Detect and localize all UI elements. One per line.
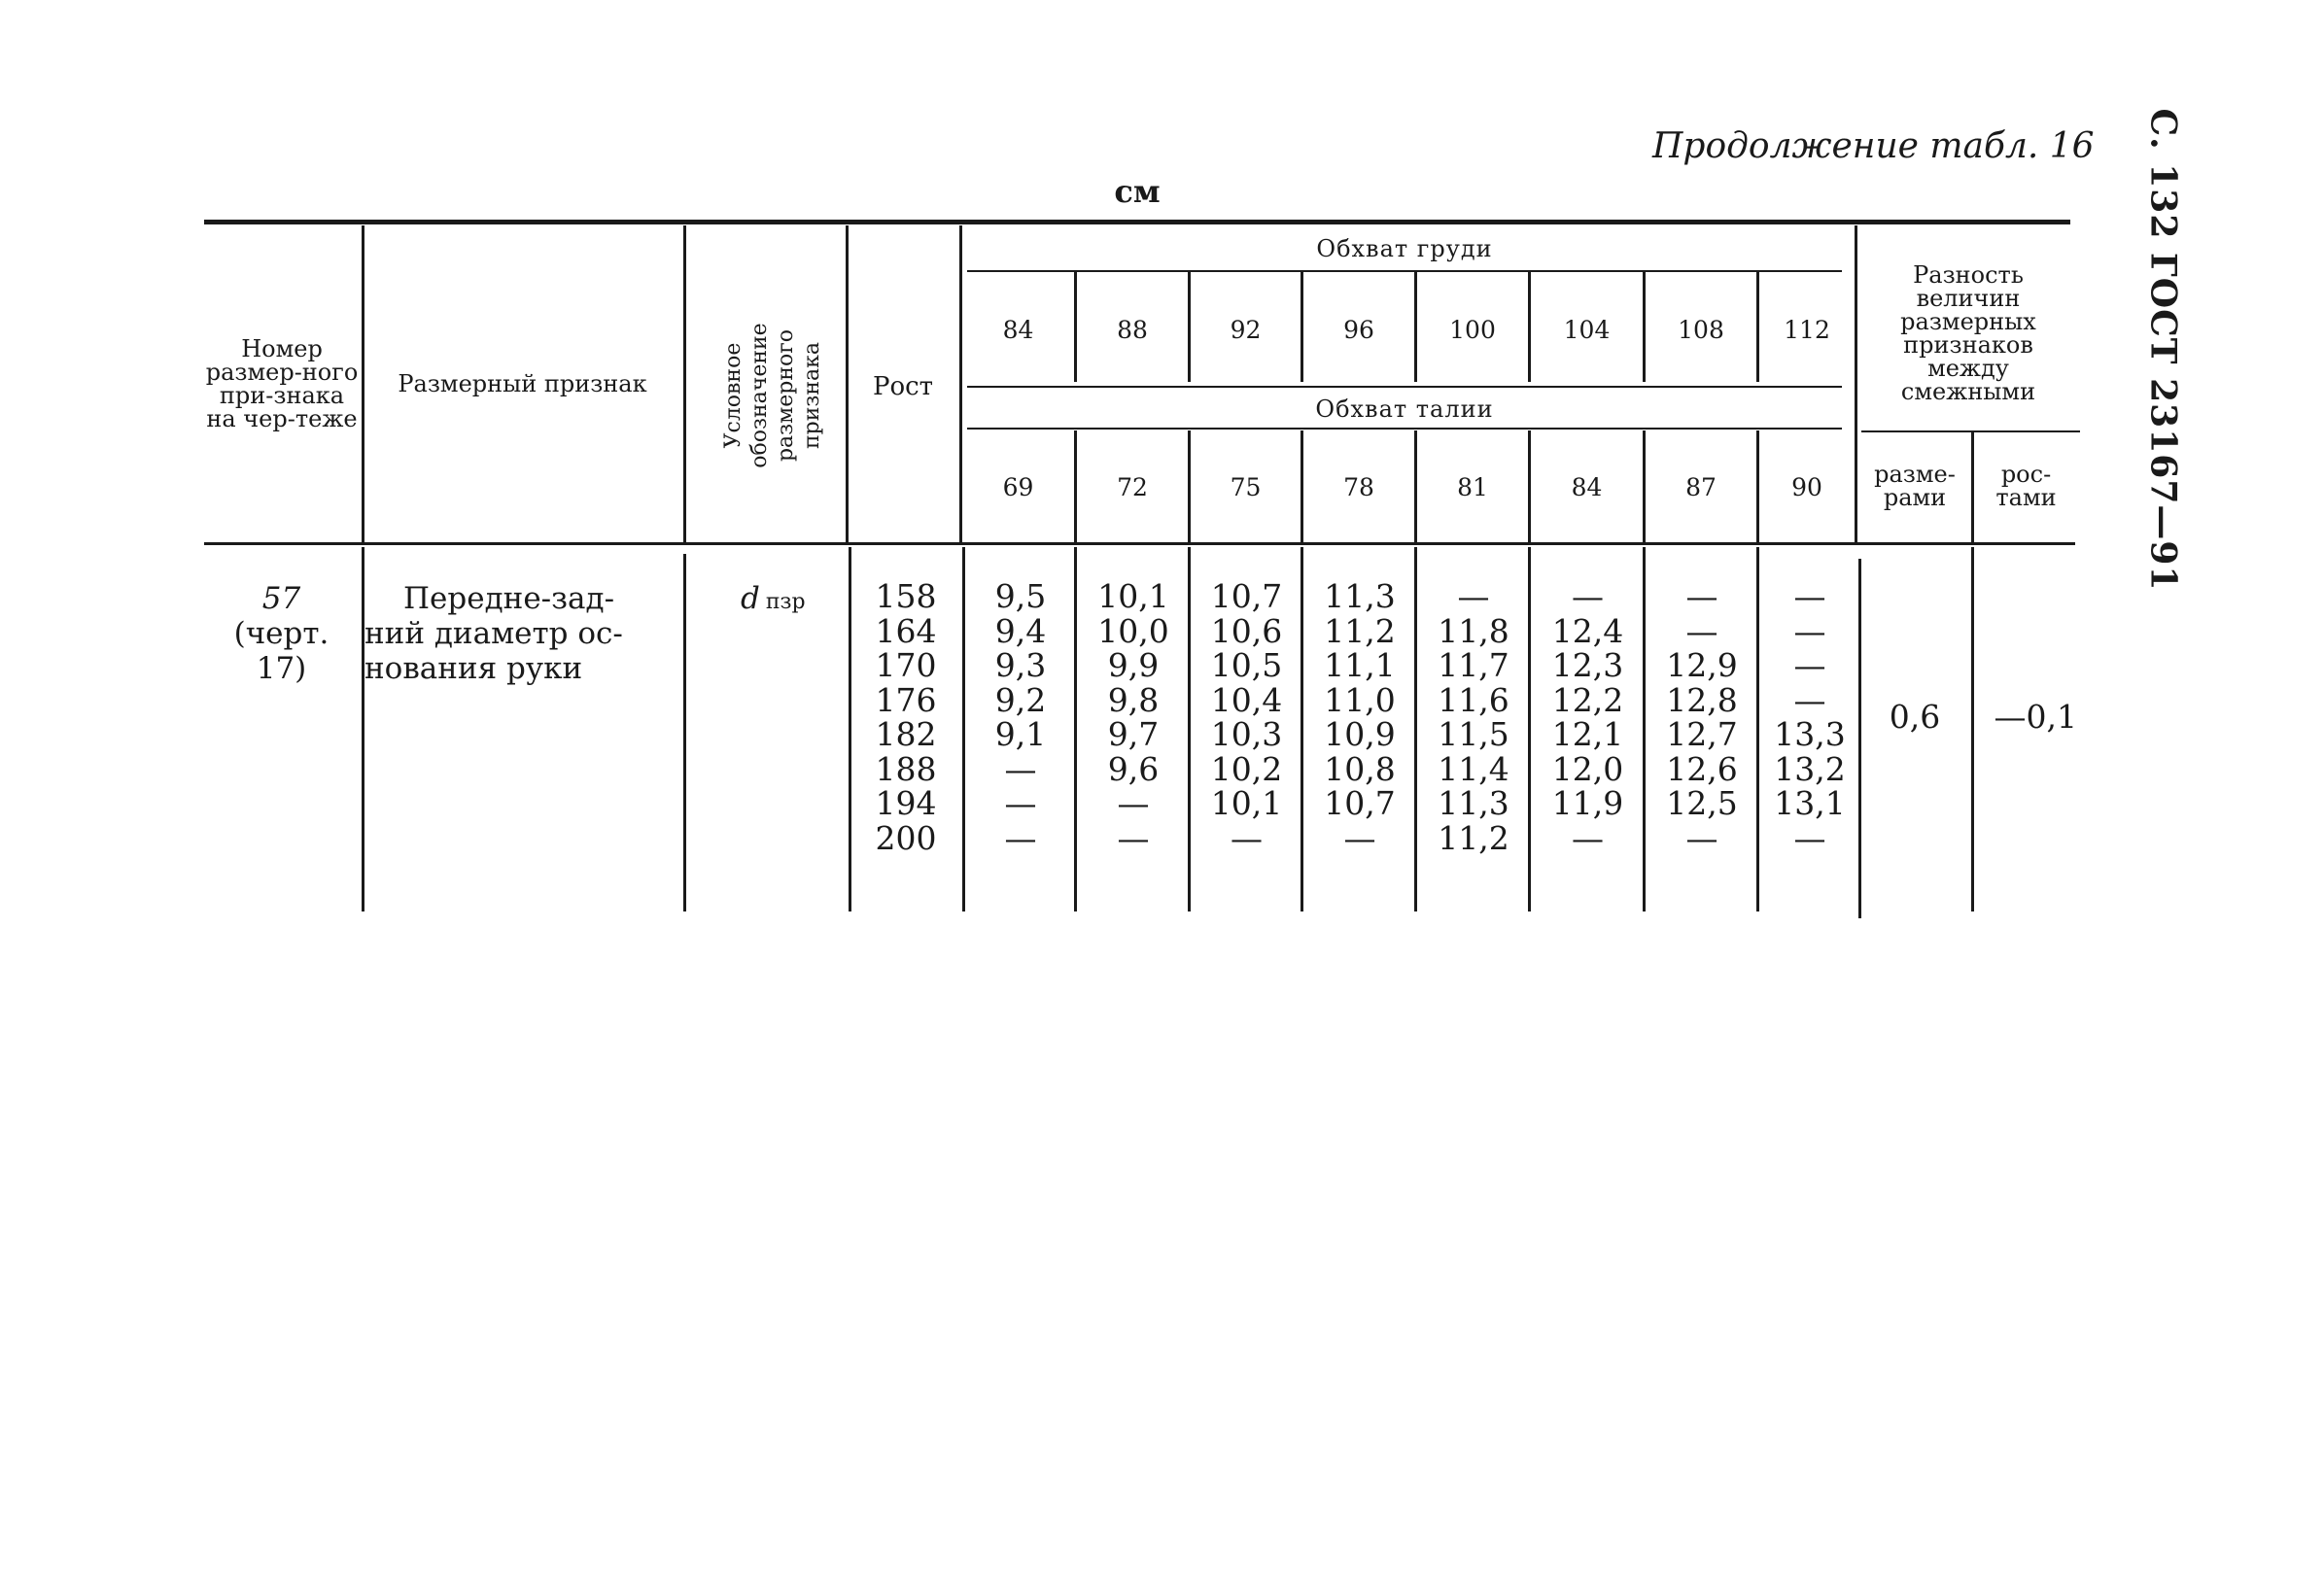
chest-value: 108 (1678, 316, 1724, 344)
unit-label: см (1114, 173, 1161, 210)
waist-value: 84 (1571, 473, 1603, 501)
waist-value: 90 (1791, 473, 1822, 501)
chest-value: 112 (1784, 316, 1830, 344)
value-column-104: — 12,4 12,3 12,2 12,1 12,0 11,9 — (1551, 577, 1624, 857)
waist-value: 78 (1343, 473, 1374, 501)
waist-value: 87 (1685, 473, 1717, 501)
chest-value: 96 (1343, 316, 1374, 344)
header-waist: Обхват талии (1315, 396, 1494, 423)
value-column-84: 9,5 9,4 9,3 9,2 9,1 — — — (994, 577, 1047, 857)
feature-symbol: d пзр (741, 581, 806, 616)
header-by-sizes: разме-рами (1874, 461, 1956, 511)
chest-value: 92 (1230, 316, 1262, 344)
header-chest: Обхват груди (1316, 235, 1493, 262)
height-column: 158 164 170 176 182 188 194 200 (875, 577, 937, 857)
chest-value: 84 (1002, 316, 1034, 344)
header-symbol: Условное обозначение размерного признака (721, 323, 824, 468)
header-feature: Размерный признак (398, 370, 647, 397)
chest-value: 88 (1117, 316, 1148, 344)
header-difference: Разность величин размерных признаков между смежными (1900, 261, 2036, 405)
waist-value: 75 (1230, 473, 1262, 501)
value-column-108: — — 12,9 12,8 12,7 12,6 12,5 — (1666, 577, 1738, 857)
waist-value: 72 (1117, 473, 1148, 501)
header-by-heights: рос-тами (1995, 461, 2057, 511)
value-column-112: — — — — 13,3 13,2 13,1 — (1774, 577, 1846, 857)
value-column-96: 11,3 11,2 11,1 11,0 10,9 10,8 10,7 — (1324, 577, 1396, 857)
row-number: 57 (черт. 17) (233, 581, 330, 686)
value-column-100: — 11,8 11,7 11,6 11,5 11,4 11,3 11,2 (1438, 577, 1509, 857)
waist-value: 81 (1457, 473, 1488, 501)
feature-name: Передне-зад- ний диаметр ос- нования руки (364, 581, 623, 686)
value-column-92: 10,7 10,6 10,5 10,4 10,3 10,2 10,1 — (1210, 577, 1283, 857)
diff-by-sizes: 0,6 (1889, 698, 1941, 736)
header-number: Номер размер-ного при-знака на чер-теже (205, 335, 359, 432)
chest-value: 100 (1449, 316, 1496, 344)
waist-value: 69 (1002, 473, 1034, 501)
side-page-header: С. 132 ГОСТ 23167—91 (2142, 108, 2183, 592)
header-height: Рост (872, 371, 934, 401)
continuation-label: Продолжение табл. 16 (1652, 126, 2095, 166)
chest-value: 104 (1563, 316, 1611, 344)
diff-by-heights: —0,1 (1994, 698, 2077, 736)
value-column-88: 10,1 10,0 9,9 9,8 9,7 9,6 — — (1097, 577, 1169, 857)
